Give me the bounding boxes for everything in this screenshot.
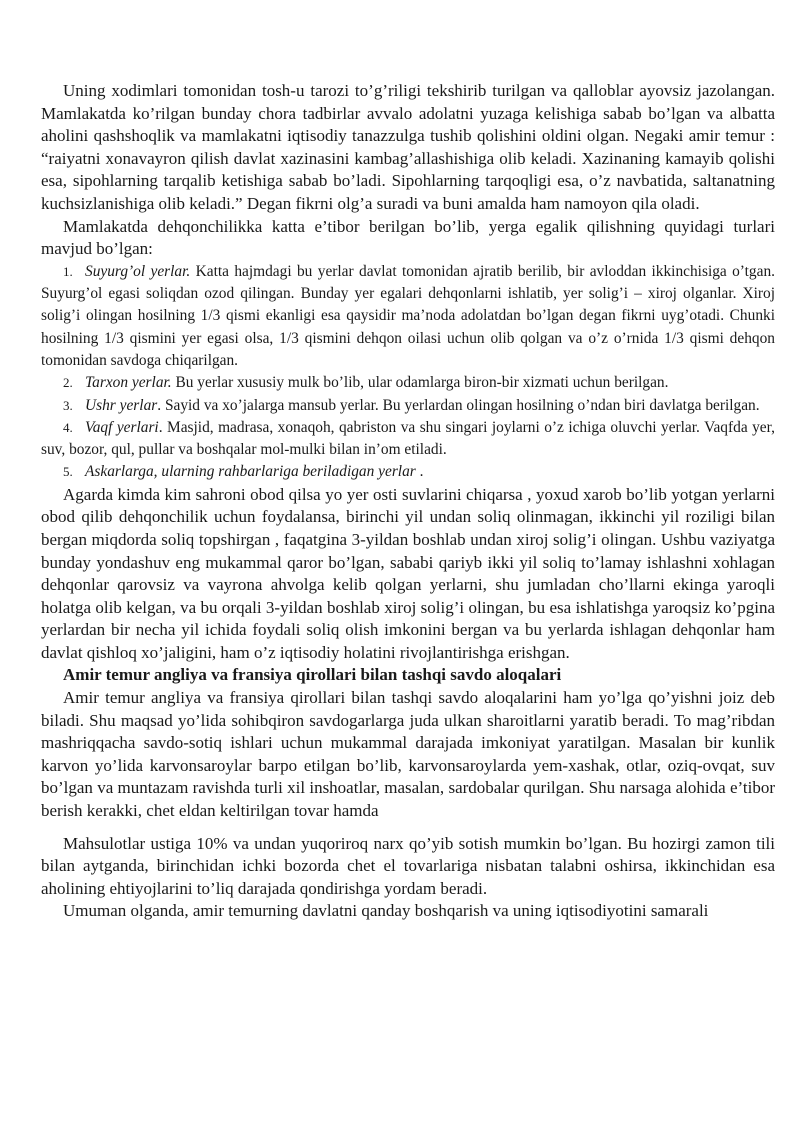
paragraph-gap: [41, 823, 775, 833]
land-types-list: [41, 261, 775, 484]
list-item-lead: Vaqf yerlari: [85, 418, 159, 436]
paragraph-prices: Mahsulotlar ustiga 10% va undan yuqoriroq narx qo’yib sotish mumkin bo’lgan. Bu hozirgi zamon tili bilan aytganda, birinchidan ichki bozorda chet el tovarlariga nisbatan talabni oshirsa, ikkinchidan esa aholining ehtiyojlarini to’liq darajada qondirishga yordam beradi.: [41, 833, 775, 898]
document-page: [41, 80, 775, 923]
paragraph-tax-policy: Agarda kimda kim sahroni obod qilsa yo yer osti suvlarini chiqarsa , yoxud xarob bo’lib yotgan yerlarni obod qilib dehqonchilik uchun foydalansa, birinchi yil undan soliq olinmagan, ikkinchi yil roziligi bilan bergan miqdorda soliq topshirgan , faqatgina 3-yildan boshlab undan xiroj solig’i olingan. Ushbu vaziyatga bunday yondashuv eng mukammal qaror bo’lgan, sababi qariyb ikki yil soliq to’lamay ishlashni xohlagan dehqonlar qarovsiz va vayrona ahvolga kelib qolgan yerlarni, shu jumladan cho’llarni ekinga yaroqli holatga olib kelgan, va bu orqali 3-yildan boshlab xiroj solig’i olingan, bu esa ishlatishga yaroqsiz ko’pgina yerlardan bir necha yil ichida foydali soliq olish imkonini bergan va bu yerlarda ishlagan dehqonlar ham davlat qishloq xo’jaligini, ham o’z iqtisodiy holatini rivojlantirishga erishgan.: [41, 484, 775, 662]
list-item-number: 4.: [63, 419, 73, 435]
list-item: [41, 461, 775, 483]
section-heading: Amir temur angliya va fransiya qirollari bilan tashqi savdo aloqalari: [63, 665, 562, 685]
list-item-number: 2.: [63, 375, 73, 391]
list-item-lead: Tarxon yerlar.: [85, 374, 172, 392]
paragraph-scales-justice: Uning xodimlari tomonidan tosh-u tarozi to’g’riligi tekshirib turilgan va qalloblar ayovsiz jazolangan. Mamlakatda ko’rilgan bunday chora tadbirlar avvalo adolatni yuzaga kelishiga sabab bo’lgan va albatta aholini qashshoqlik va mamlakatni iqtisodiy tanazzulga tushib qolishini oldini olgan. Negaki amir temur : “raiyatni xonavayron qilish davlat xazinasini kambag’allashishiga olib keladi. Xazinaning kamayib qolishi esa, sipohlarning tarqalib ketishiga sabab bo’ladi. Sipohlarning tarqoqligi esa, o’z navbatida, saltanatning kuchsizlanishiga olib keladi.” Degan fikrni olg’a suradi va buni amalda ham namoyon qila oladi.: [41, 81, 775, 213]
list-item-text: Bu yerlar xususiy mulk bo’lib, ular odamlarga biron-bir xizmati uchun berilgan.: [171, 374, 669, 392]
list-item-text: .: [415, 463, 424, 481]
list-item-lead: Suyurg’ol yerlar.: [85, 262, 191, 280]
list-item-text: Katta hajmdagi bu yerlar davlat tomonidan ajratib berilib, bir avloddan ikkinchisiga o’tgan. Suyurg’ol egasi soliqdan ozod qilingan. Bunday yer egalari dehqonlarni ishlatib, yer solig’i – xiroj olganlar. Xiroj solig’i olingan hosilning 1/3 qismi ekanligi esa qaysidir ma’noda adolatdan bo’lgan degan fikrni uyg’otadi. Chunki hosilning 1/3 qismini yer egasi olsa, 1/3 qismini dehqon oilasi uchun olib qolgan va o’z o’rnida 1/3 qismi dehqon tomonidan savdoga chiqarilgan.: [41, 262, 776, 369]
list-item: [41, 395, 775, 417]
list-item-number: 3.: [63, 397, 73, 413]
paragraph-trade: Amir temur angliya va fransiya qirollari bilan tashqi savdo aloqalarini ham yo’lga qo’yishni joiz deb biladi. Shu maqsad yo’lida sohibqiron savdogarlarga juda ulkan sharoitlarni yaratib beradi. To mag’ribdan mashriqqacha savdo-sotiq ishlari uchun mukammal darajada imkoniyat yaratilgan. Masalan bir kunlik karvon yo’lida karvonsaroylar barpo etilgan bo’lib, karvonsaroylarda yem-xashak, otlar, oziq-ovqat, suv bo’lgan va muntazam ravishda turli xil inshoatlar, masalan, sardobalar qurilgan. Shu narsaga alohida e’tibor berish kerakki, chet eldan keltirilgan tovar hamda: [41, 688, 775, 821]
paragraph-conclusion: Umuman olganda, amir temurning davlatni qanday boshqarish va uning iqtisodiyotini samarali: [63, 901, 709, 921]
paragraph-land-intro: Mamlakatda dehqonchilikka katta e’tibor berilgan bo’lib, yerga egalik qilishning quyidagi turlari mavjud bo’lgan:: [41, 216, 775, 259]
list-item-lead: Ushr yerlar: [85, 396, 158, 414]
list-item-number: 5.: [63, 464, 73, 480]
list-item: [41, 261, 775, 372]
list-item: [41, 372, 775, 394]
list-item-text: . Masjid, madrasa, xonaqoh, qabriston va shu singari joylarni o’z ichiga oluvchi yerlar. Vaqfda yer, suv, bozor, qul, pullar va boshqalar mol-mulki bilan in’om etiladi.: [41, 418, 775, 459]
list-item-number: 1.: [63, 263, 73, 279]
list-item: [41, 417, 775, 462]
list-item-lead: Askarlarga, ularning rahbarlariga beriladigan yerlar: [85, 463, 416, 481]
list-item-text: . Sayid va xo’jalarga mansub yerlar. Bu yerlardan olingan hosilning o’ndan biri davlatga berilgan.: [157, 396, 760, 414]
